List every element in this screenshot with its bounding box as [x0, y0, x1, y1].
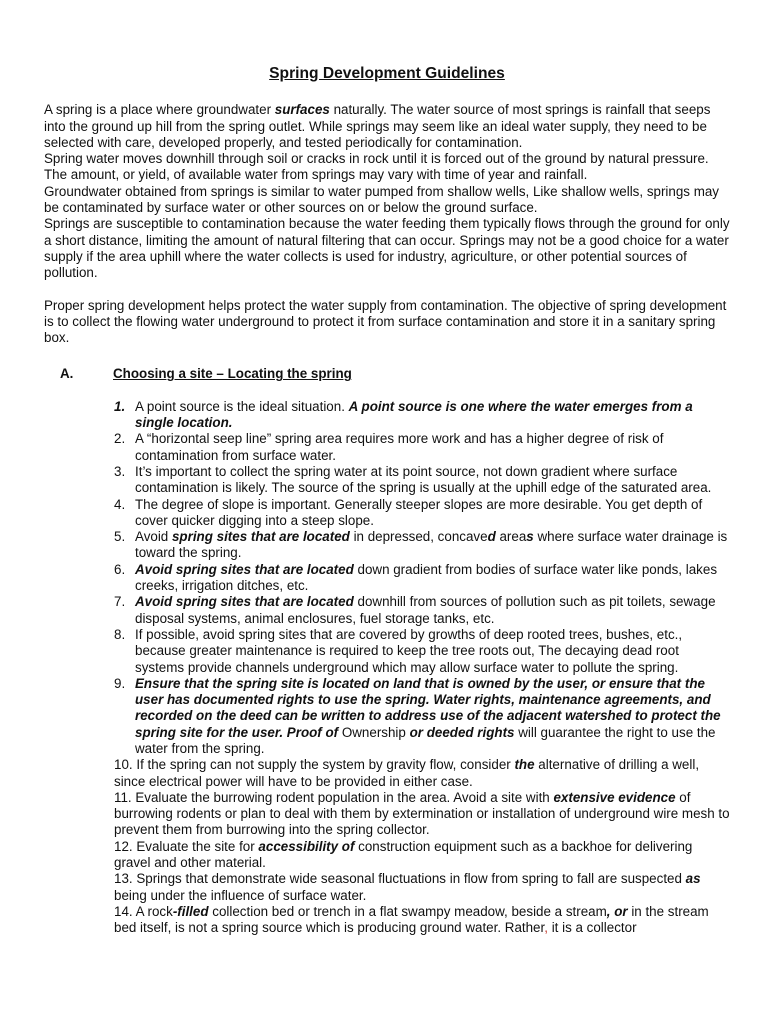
- list-item-12: 12. Evaluate the site for accessibility of construction equipment such as a backhoe for delivering gravel and other material.: [114, 838, 693, 871]
- intro-paragraph-2: Spring water moves downhill through soil or cracks in rock until it is forced out of the ground by natural pressure. The amount, or yield, of available water from springs may vary with time of year and rainfall.: [44, 151, 709, 183]
- list-item-11: 11. Evaluate the burrowing rodent population in the area. Avoid a site with extensive evidence of burrowing rodents or plan to deal with them by extermination or installation of underground wire mesh to prevent them from burrowing into the spring collector.: [114, 789, 730, 838]
- intro-paragraph-4: Springs are susceptible to contamination because the water feeding them typically flows through the ground for only a short distance, limiting the amount of natural filtering that can occur. Springs may not be a good choice for a water supply if the area uphill where the water collects is used for industry, agriculture, or other potential sources of pollution.: [44, 216, 730, 281]
- list-item-5: 5. Avoid spring sites that are located in depressed, concaved areas where surface water drainage is toward the spring.: [114, 529, 728, 561]
- intro-paragraph-3: Groundwater obtained from springs is similar to water pumped from shallow wells, Like shallow wells, springs may be contaminated by surface water or other sources on or below the ground surface.: [44, 183, 720, 216]
- intro-paragraph-1: A spring is a place where groundwater surfaces naturally. The water source of most springs is rainfall that seeps into the ground up hill from the spring outlet. While springs may seem like an ideal water supply, they need to be selected with care, developed properly, and tested periodically for contamination.: [44, 102, 711, 150]
- list-item-14: 14. A rock-filled collection bed or trench in a flat swampy meadow, beside a stream, or in the stream bed itself, is not a spring source which is producing ground water. Rather, it is a collector: [114, 903, 709, 936]
- section-letter: A.: [60, 366, 74, 382]
- list-item-2: 2. A “horizontal seep line” spring area requires more work and has a higher degree of risk of contamination from surface water.: [114, 431, 664, 463]
- document-title: Spring Development Guidelines: [269, 65, 505, 82]
- list-item-13: 13. Springs that demonstrate wide seasonal fluctuations in flow from spring to fall are suspected as being under the influence of surface water.: [114, 871, 701, 903]
- list-item-4: 4. The degree of slope is important. Generally steeper slopes are more desirable. You get depth of cover quicker digging into a steep slope.: [114, 496, 703, 528]
- emphasis-surfaces: surfaces: [274, 102, 330, 118]
- section-a-heading: [60, 366, 730, 382]
- paragraph-gap: [44, 282, 730, 298]
- list-item-3: 3. It’s important to collect the spring water at its point source, not down gradient where surface contamination is likely. The source of the spring is usually at the uphill edge of the saturated area.: [114, 463, 712, 496]
- list-item-8: 8. If possible, avoid spring sites that are covered by growths of deep rooted trees, bushes, etc., because greater maintenance is required to keep the tree roots out, The decaying dead root systems provide channels underground which may allow surface water to pollute the spring.: [114, 626, 683, 675]
- list-item-7: 7. Avoid spring sites that are located downhill from sources of pollution such as pit toilets, sewage disposal systems, animal enclosures, fuel storage tanks, etc.: [114, 594, 716, 626]
- list-item-9: 9. Ensure that the spring site is located on land that is owned by the user, or ensure that the user has documented rights to use the spring. Water rights, maintenance agreements, and recorded on the deed can be written to address use of the adjacent watershed to protect the spring site for the user. Proof of Ownership or deeded rights will guarantee the right to use the water from the spring.: [114, 675, 721, 756]
- list-item-6: 6. Avoid spring sites that are located down gradient from bodies of surface water like ponds, lakes creeks, irrigation ditches, etc.: [114, 561, 718, 594]
- list-item-1: 1. A point source is the ideal situation. A point source is one where the water emerges from a single location.: [114, 398, 693, 431]
- intro-paragraph-5: Proper spring development helps protect the water supply from contamination. The objective of spring development is to collect the flowing water underground to protect it from surface contamination and store it in a sanitary spring box.: [44, 297, 727, 346]
- site-guidelines-list: [114, 399, 730, 937]
- list-item-10: 10. If the spring can not supply the system by gravity flow, consider the alternative of drilling a well, since electrical power will have to be provided in either case.: [114, 757, 700, 789]
- section-title: Choosing a site – Locating the spring: [113, 366, 352, 382]
